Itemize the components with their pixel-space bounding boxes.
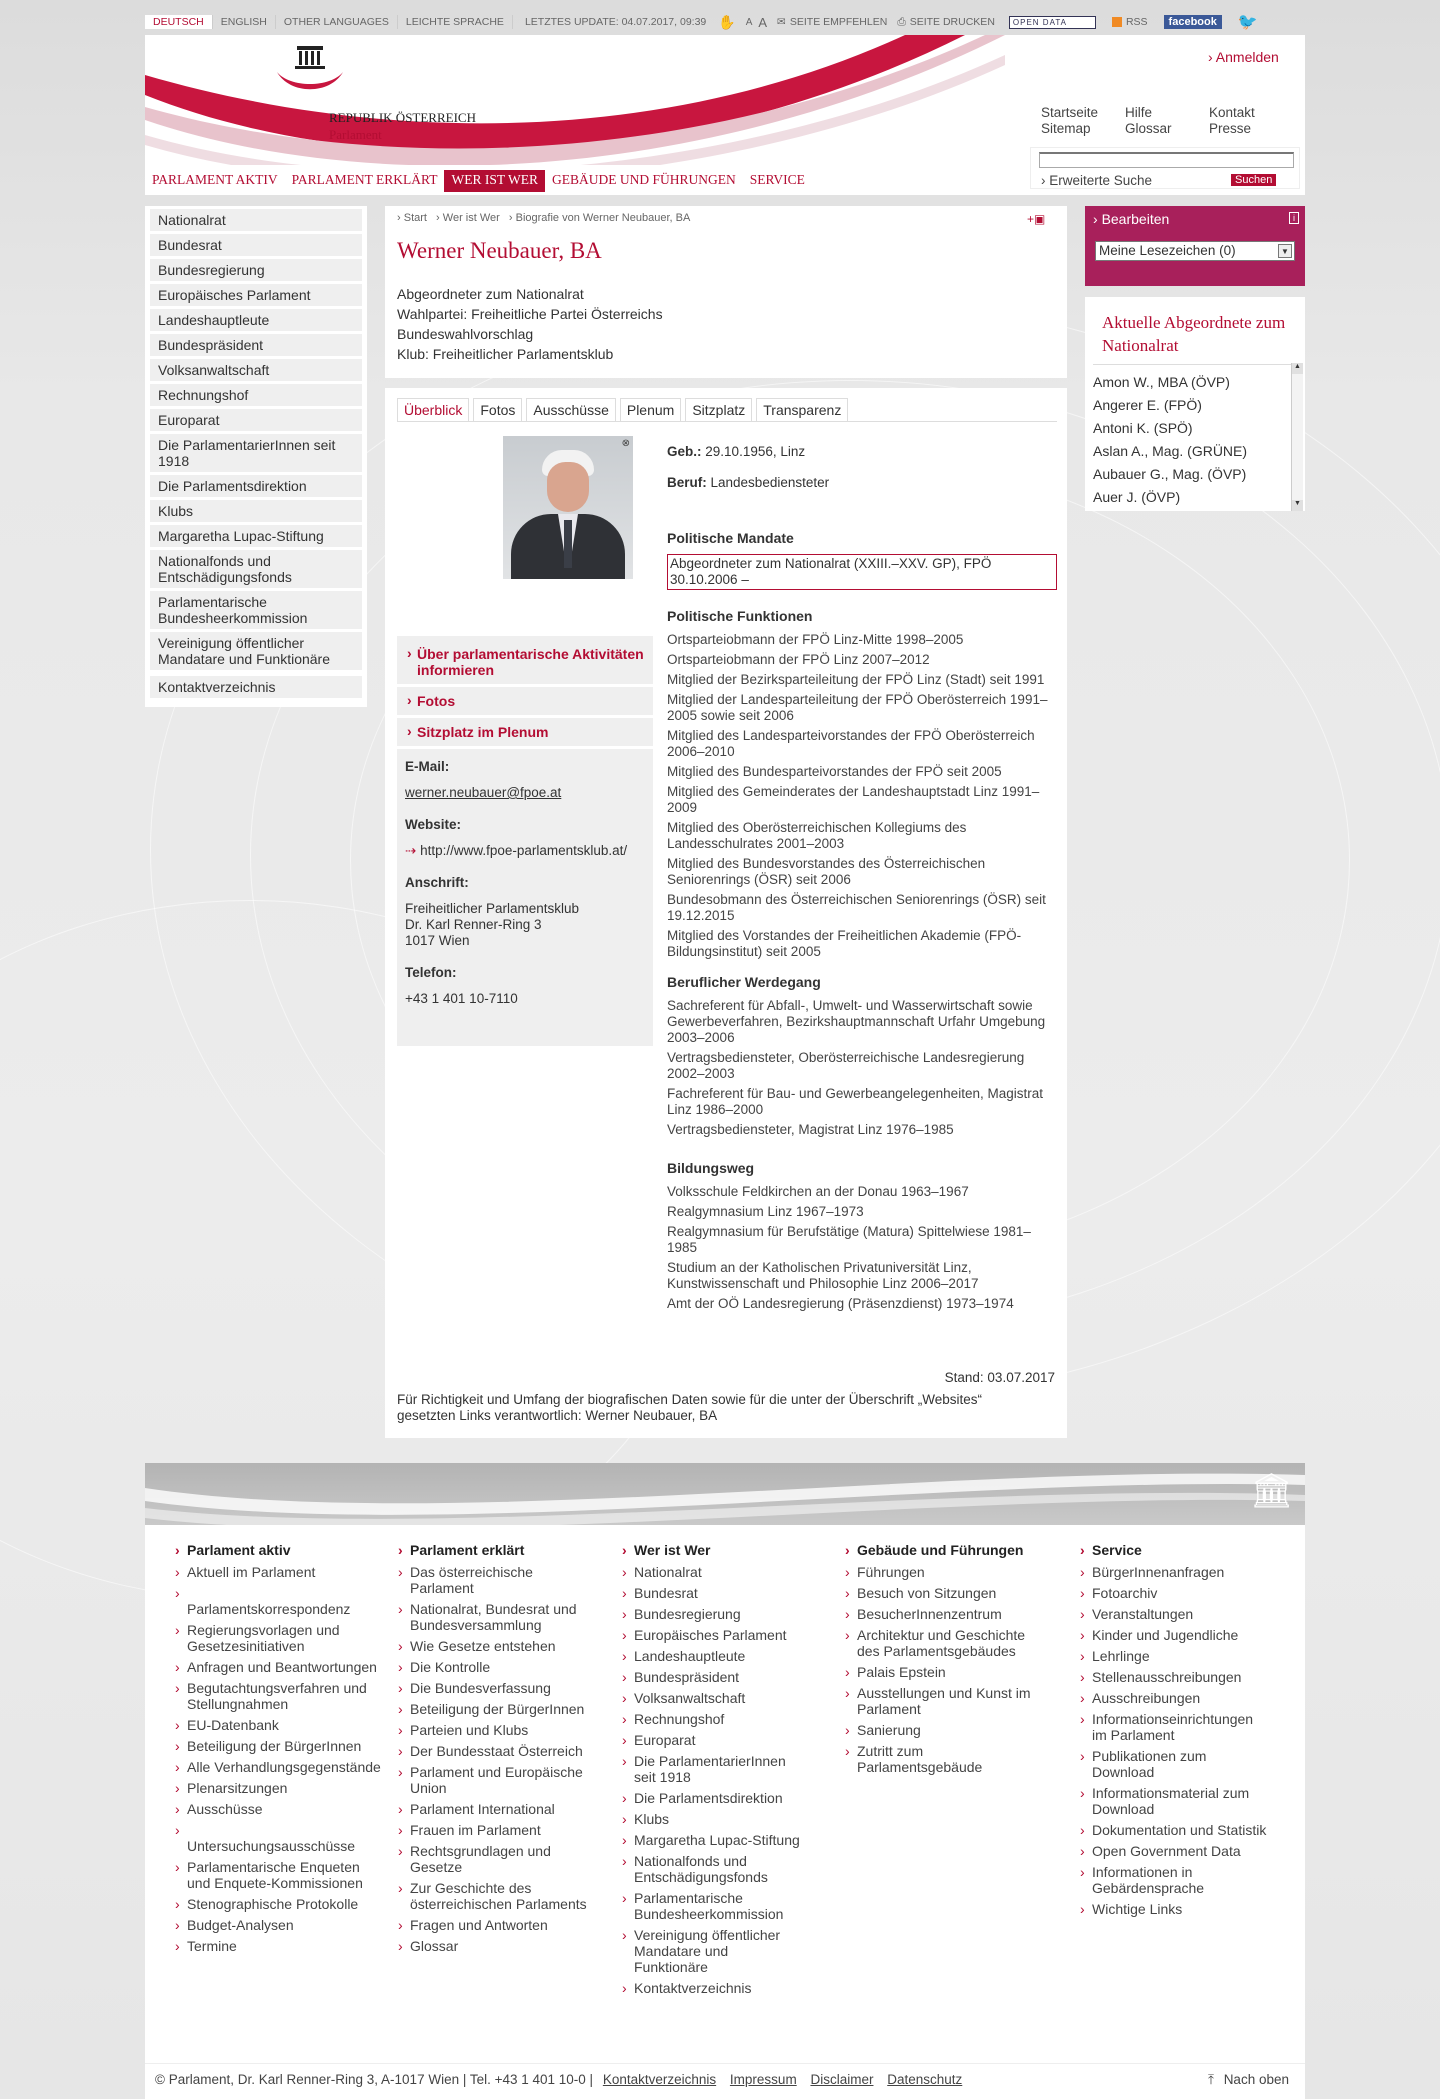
deputy-item[interactable]: Angerer E. (FPÖ) (1093, 397, 1202, 413)
bookmarks-value: Meine Lesezeichen (0) (1099, 243, 1236, 258)
footer-link[interactable]: › Informationsmaterial zum Download (1080, 1785, 1270, 1817)
career-title: Beruflicher Werdegang (667, 974, 821, 990)
footer-link[interactable]: › Landeshauptleute (622, 1648, 802, 1664)
footer-link[interactable]: › Stellenausschreibungen (1080, 1669, 1270, 1685)
footer-link[interactable]: › Ausstellungen und Kunst im Parlament (845, 1685, 1045, 1717)
breadcrumb-current-label: Biografie von Werner Neubauer, BA (515, 212, 691, 224)
person-header (385, 206, 1067, 378)
function-item: Mitglied des Bundesvorstandes des Österreichischen Seniorenrings (ÖSR) seit 2006 (667, 856, 986, 887)
education-item: Studium an der Katholischen Privatuniversität Linz, Kunstwissenschaft und Philosophie Linz 2006–2017 (667, 1260, 979, 1291)
job (667, 475, 1057, 490)
footer-link[interactable]: › Dokumentation und Statistik (1080, 1822, 1270, 1838)
tab-sitzplatz[interactable]: Sitzplatz (685, 398, 752, 421)
address-line: 1017 Wien (405, 933, 470, 948)
portrait-tie (564, 520, 572, 568)
footer-link[interactable]: › Architektur und Geschichte des Parlamentsgebäudes (845, 1627, 1045, 1659)
rss-icon (1112, 17, 1122, 27)
breadcrumb-current: › Biografie von Werner Neubauer, BA (508, 212, 691, 224)
quick-kontakt[interactable]: Kontakt (1209, 105, 1255, 120)
website-link[interactable] (405, 843, 645, 859)
email-label: E-Mail: (405, 759, 450, 774)
footer-link[interactable]: › Nationalrat (622, 1564, 802, 1580)
person-party: Wahlpartei: Freiheitliche Partei Österreichs (397, 306, 663, 322)
edit-panel (1085, 206, 1305, 286)
deputy-item[interactable]: Antoni K. (SPÖ) (1093, 420, 1193, 436)
breadcrumb-wer-label: Wer ist Wer (442, 212, 500, 224)
footer-link[interactable]: › Informationseinrichtungen im Parlament (1080, 1711, 1270, 1743)
sidebar-item[interactable]: Bundesrat (150, 234, 362, 256)
sidebar (145, 206, 367, 707)
photos-link[interactable]: › Fotos (397, 687, 653, 718)
parliament-building-icon (275, 40, 345, 100)
footer-link[interactable]: › Klubs (622, 1811, 802, 1827)
breadcrumb-start-label: Start (403, 212, 427, 224)
logo-line1: REPUBLIK ÖSTERREICH (329, 110, 476, 125)
footer-link[interactable]: › EU-Datenbank (175, 1717, 385, 1733)
career-item: Vertragsbediensteter, Oberösterreichische Landesregierung 2002–2003 (667, 1050, 1025, 1081)
person-details (385, 388, 1067, 1438)
bookmark-add-icon[interactable]: +▣ (1027, 212, 1046, 226)
footer-col-parlament-erklaert (398, 1542, 588, 1959)
footer-link[interactable]: › Parteien und Klubs (398, 1722, 588, 1738)
open-data-label: OPEN DATA (1009, 16, 1096, 29)
function-item: Mitglied des Bundesparteivorstandes der FPÖ seit 2005 (667, 764, 1002, 779)
nav-gebaeude[interactable]: GEBÄUDE UND FÜHRUNGEN (551, 172, 736, 187)
person-summary (397, 284, 663, 364)
job-value: Landesbediensteter (710, 475, 830, 490)
breadcrumb-werisstwer[interactable]: › Wer ist Wer (436, 212, 500, 224)
parliament-logo[interactable] (275, 40, 475, 140)
last-update: LETZTES UPDATE: 04.07.2017, 09:39 (524, 16, 707, 28)
footer-link[interactable]: › Nationalfonds und Entschädigungsfonds (622, 1853, 802, 1885)
header-swoosh (145, 35, 1005, 165)
portrait-photo[interactable] (503, 436, 633, 579)
born-value: 29.10.1956, Linz (705, 444, 806, 459)
education-item: Realgymnasium Linz 1967–1973 (667, 1204, 864, 1219)
footer-link[interactable]: › Zutritt zum Parlamentsgebäude (845, 1743, 1045, 1775)
sidebar-item[interactable]: Nationalrat (150, 209, 362, 231)
quick-presse[interactable]: Presse (1209, 121, 1252, 136)
footer-link[interactable]: › Die Kontrolle (398, 1659, 588, 1675)
footer-link[interactable]: › Anfragen und Beantwortungen (175, 1659, 385, 1675)
footer-link[interactable]: › Kinder und Jugendliche (1080, 1627, 1270, 1643)
printer-icon: ⎙ (897, 15, 906, 28)
footer-link-disclaimer[interactable]: Disclaimer (810, 2072, 874, 2087)
search-input[interactable] (1039, 152, 1294, 168)
breadcrumb-start[interactable]: › Start (397, 212, 427, 224)
login-chevron: › (1208, 49, 1216, 65)
detail-tabs (397, 398, 1057, 422)
sidebar-item[interactable]: Volksanwaltschaft (150, 359, 362, 381)
function-item: Mitglied der Bezirksparteileitung der FPÖ Linz (Stadt) seit 1991 (667, 672, 1045, 687)
bio-column (667, 444, 1057, 1316)
education-item: Volksschule Feldkirchen an der Donau 1963–1967 (667, 1184, 969, 1199)
tab-plenum[interactable]: Plenum (620, 398, 681, 421)
footer-link[interactable]: › Budget-Analysen (175, 1917, 385, 1933)
nav-parlament-aktiv[interactable]: PARLAMENT AKTIV (152, 172, 278, 187)
footer-link[interactable]: › Rechtsgrundlagen und Gesetze (398, 1843, 588, 1875)
sidebar-item[interactable]: Landeshauptleute (150, 309, 362, 331)
sidebar-item[interactable]: Bundesregierung (150, 259, 362, 281)
footer-copyright: © Parlament, Dr. Karl Renner-Ring 3, A-1017 Wien | Tel. +43 1 401 10-0 | (155, 2072, 594, 2087)
page-title: Werner Neubauer, BA (397, 238, 602, 263)
external-link-icon: ⇢ (405, 843, 421, 858)
career-item: Sachreferent für Abfall-, Umwelt- und Wasserwirtschaft sowie Gewerbeverfahren, Bezirkshauptmannschaft Urfahr Umgebung 2003–2006 (667, 998, 1046, 1045)
deputies-scrollbar[interactable] (1291, 363, 1303, 511)
advanced-search-link[interactable]: › Erweiterte Suche (1041, 173, 1153, 188)
career-item: Vertragsbediensteter, Magistrat Linz 1976–1985 (667, 1122, 954, 1137)
footer-link[interactable]: › Volksanwaltschaft (622, 1690, 802, 1706)
email-link[interactable]: werner.neubauer@fpoe.at (405, 785, 562, 800)
footer-heading[interactable]: › Gebäude und Führungen (845, 1542, 1045, 1558)
footer-link[interactable]: › Termine (175, 1938, 385, 1954)
edit-header[interactable] (1093, 211, 1299, 227)
footer-link[interactable]: › Parlamentarische Enqueten und Enquete-Kommissionen (175, 1859, 385, 1891)
sidebar-item[interactable]: Die Parlamentsdirektion (150, 475, 362, 497)
footer-link[interactable]: › Die Bundesverfassung (398, 1680, 588, 1696)
footer-link[interactable]: › Die Parlamentsdirektion (622, 1790, 802, 1806)
born (667, 444, 1057, 459)
footer-link[interactable]: › Lehrlinge (1080, 1648, 1270, 1664)
logo-line2: Parlament (329, 127, 382, 142)
function-item: Mitglied des Landesparteivorstandes der FPÖ Oberösterreich 2006–2010 (667, 728, 1035, 759)
footer-heading[interactable]: › Service (1080, 1542, 1270, 1558)
search-button[interactable]: Suchen (1231, 174, 1276, 186)
sidebar-item[interactable]: Kontaktverzeichnis (150, 676, 362, 698)
footer-link[interactable]: › Zur Geschichte des österreichischen Parlaments (398, 1880, 588, 1912)
footer-link[interactable]: › Regierungsvorlagen und Gesetzesinitiativen (175, 1622, 385, 1654)
phone-value: +43 1 401 10-7110 (405, 991, 518, 1006)
font-size-large[interactable]: A (758, 14, 768, 30)
tab-ausschuesse[interactable]: Ausschüsse (526, 398, 615, 421)
scroll-up-icon[interactable]: ▲ (1292, 363, 1303, 374)
footer-link[interactable]: › Bundespräsident (622, 1669, 802, 1685)
footer-link[interactable]: › Aktuell im Parlament (175, 1564, 385, 1580)
mandate-item: Abgeordneter zum Nationalrat (XXIII.–XXV. GP), FPÖ 30.10.2006 – (667, 554, 1057, 590)
current-deputies-box (1085, 297, 1305, 511)
top-bar (145, 9, 1305, 35)
edit-label: Bearbeiten (1101, 211, 1170, 227)
sidebar-item[interactable]: Margaretha Lupac-Stiftung (150, 525, 362, 547)
function-item: Ortsparteiobmann der FPÖ Linz 2007–2012 (667, 652, 930, 667)
bookmarks-select[interactable] (1095, 241, 1295, 261)
footer-link[interactable]: › Ausschreibungen (1080, 1690, 1270, 1706)
sidebar-item[interactable]: Europarat (150, 409, 362, 431)
tab-ueberblick[interactable]: Überblick (397, 398, 469, 421)
sidebar-item[interactable]: Klubs (150, 500, 362, 522)
footer-link[interactable]: › Veranstaltungen (1080, 1606, 1270, 1622)
footer-link[interactable]: › Beteiligung der BürgerInnen (175, 1738, 385, 1754)
website-label: Website: (405, 817, 462, 832)
footer-link[interactable]: › Fotoarchiv (1080, 1585, 1270, 1601)
footer-link[interactable]: › Parlamentarische Bundesheerkommission (622, 1890, 802, 1922)
footer-link[interactable]: › Ausschüsse (175, 1801, 385, 1817)
current-deputies-title: Aktuelle Abgeordnete zum Nationalrat (1102, 313, 1286, 355)
footer-link[interactable]: › Parlament International (398, 1801, 588, 1817)
footer-link[interactable]: › Margaretha Lupac-Stiftung (622, 1832, 802, 1848)
info-icon[interactable]: i (1289, 212, 1299, 224)
phone-label: Telefon: (405, 965, 457, 980)
login-link[interactable] (1208, 49, 1279, 65)
main-nav (145, 170, 812, 192)
stand-date: Stand: 03.07.2017 (944, 1370, 1055, 1385)
back-to-top-label: Nach oben (1223, 2072, 1289, 2087)
job-label: Beruf: (667, 475, 707, 490)
footer-col-service (1080, 1542, 1270, 1922)
rss-label: RSS (1125, 16, 1148, 28)
footer-banner (145, 1463, 1305, 1525)
deputies-list (1093, 364, 1291, 509)
back-to-top-link[interactable] (1208, 2072, 1289, 2088)
footer-link[interactable]: › Alle Verhandlungsgegenstände (175, 1759, 385, 1775)
function-item: Bundesobmann des Österreichischen Seniorenrings (ÖSR) seit 19.12.2015 (667, 892, 1046, 923)
footer-link[interactable]: › Glossar (398, 1938, 588, 1954)
open-data-link[interactable] (1009, 16, 1096, 29)
footer-link[interactable]: › Begutachtungsverfahren und Stellungnahmen (175, 1680, 385, 1712)
footer-link[interactable]: › Beteiligung der BürgerInnen (398, 1701, 588, 1717)
functions-title: Politische Funktionen (667, 608, 813, 624)
footer-link[interactable]: › Bundesrat (622, 1585, 802, 1601)
footer-link[interactable]: › Sanierung (845, 1722, 1045, 1738)
footer-link[interactable]: › BürgerInnenanfragen (1080, 1564, 1270, 1580)
footer-link[interactable]: › Parlament und Europäische Union (398, 1764, 588, 1796)
education-item: Realgymnasium für Berufstätige (Matura) Spittelwiese 1981–1985 (667, 1224, 1031, 1255)
advanced-search-label: Erweiterte Suche (1049, 173, 1153, 188)
portrait-face (547, 462, 589, 512)
footer-link[interactable]: › Vereinigung öffentlicher Mandatare und Funktionäre (622, 1927, 802, 1975)
tab-fotos[interactable]: Fotos (473, 398, 522, 421)
breadcrumb (397, 212, 690, 224)
lang-easy[interactable]: LEICHTE SPRACHE (398, 15, 513, 29)
sidebar-item[interactable]: Rechnungshof (150, 384, 362, 406)
sidebar-item[interactable]: Vereinigung öffentlicher Mandatare und Funktionäre (150, 632, 362, 670)
function-item: Mitglied des Oberösterreichischen Kollegiums des Landesschulrates 2001–2003 (667, 820, 967, 851)
tab-transparenz[interactable]: Transparenz (756, 398, 848, 421)
chevron-down-icon: ▼ (1278, 244, 1292, 258)
footer-link[interactable]: › Europarat (622, 1732, 802, 1748)
footer-link[interactable]: › Parlamentskorrespondenz (175, 1585, 385, 1617)
address-line: Dr. Karl Renner-Ring 3 (405, 917, 542, 932)
footer-link[interactable]: › Bundesregierung (622, 1606, 802, 1622)
deputy-item[interactable]: Aubauer G., Mag. (ÖVP) (1093, 466, 1247, 482)
contact-box (397, 749, 653, 1017)
footer-col-wer-ist-wer (622, 1542, 802, 2001)
disclaimer-text: Für Richtigkeit und Umfang der biografischen Daten sowie für die unter der Überschrift „Websites“ gesetzten Links verantwortlich: Werner Neubauer, BA (397, 1392, 983, 1423)
nav-wer-ist-wer[interactable]: WER IST WER (444, 170, 545, 192)
footer-link[interactable]: › Kontaktverzeichnis (622, 1980, 802, 1996)
edit-chevron: › (1093, 211, 1102, 227)
footer-heading[interactable]: › Parlament aktiv (175, 1542, 385, 1558)
function-item: Ortsparteiobmann der FPÖ Linz-Mitte 1998–2005 (667, 632, 964, 647)
function-item: Mitglied der Landesparteileitung der FPÖ Oberösterreich 1991–2005 sowie seit 2006 (667, 692, 1048, 723)
portrait-area (397, 436, 653, 636)
sidebar-item[interactable]: Die ParlamentarierInnen seit 1918 (150, 434, 362, 472)
function-item: Mitglied des Gemeinderates der Landeshauptstadt Linz 1991–2009 (667, 784, 1040, 815)
arrow-up-icon: ⤒ (1207, 2072, 1218, 2087)
footer-link[interactable]: › Publikationen zum Download (1080, 1748, 1270, 1780)
born-label: Geb.: (667, 444, 702, 459)
footer-link[interactable]: › BesucherInnenzentrum (845, 1606, 1045, 1622)
footer-link[interactable]: › Die ParlamentarierInnen seit 1918 (622, 1753, 802, 1785)
footer-link[interactable]: › Fragen und Antworten (398, 1917, 588, 1933)
activities-link[interactable]: › Über parlamentarische Aktivitäten informieren (397, 640, 653, 687)
footer-link[interactable]: › Nationalrat, Bundesrat und Bundesversammlung (398, 1601, 588, 1633)
sidebar-item[interactable]: Bundespräsident (150, 334, 362, 356)
person-club: Klub: Freiheitlicher Parlamentsklub (397, 346, 614, 362)
footer-swoosh (145, 1463, 1305, 1525)
footer-link[interactable]: › Rechnungshof (622, 1711, 802, 1727)
sidebar-item[interactable]: Nationalfonds und Entschädigungsfonds (150, 550, 362, 588)
footer-link[interactable]: › Führungen (845, 1564, 1045, 1580)
footer-link[interactable]: › Palais Epstein (845, 1664, 1045, 1680)
footer-link[interactable]: › Plenarsitzungen (175, 1780, 385, 1796)
recommend-label: SEITE EMPFEHLEN (789, 16, 888, 28)
deputy-item[interactable]: Auer J. (ÖVP) (1093, 489, 1181, 505)
footer-link[interactable]: › Wie Gesetze entstehen (398, 1638, 588, 1654)
career-item: Fachreferent für Bau- und Gewerbeangelegenheiten, Magistrat Linz 1986–2000 (667, 1086, 1043, 1117)
footer-link[interactable]: › Der Bundesstaat Österreich (398, 1743, 588, 1759)
lang-english[interactable]: ENGLISH (213, 15, 276, 29)
nav-parlament-erklaert[interactable]: PARLAMENT ERKLÄRT (291, 172, 438, 187)
lang-other[interactable]: OTHER LANGUAGES (276, 15, 398, 29)
footer-link-impressum[interactable]: Impressum (729, 2072, 797, 2087)
education-title: Bildungsweg (667, 1160, 755, 1176)
footer-link[interactable]: › Informationen in Gebärdensprache (1080, 1864, 1270, 1896)
deputy-item[interactable]: Amon W., MBA (ÖVP) (1093, 374, 1230, 390)
deputy-item[interactable]: Aslan A., Mag. (GRÜNE) (1093, 443, 1248, 459)
footer-bottom (145, 2063, 1305, 2093)
footer-col-gebaeude (845, 1542, 1045, 1780)
sidebar-item[interactable]: Parlamentarische Bundesheerkommission (150, 591, 362, 629)
rss-link[interactable] (1112, 16, 1148, 28)
function-item: Mitglied des Vorstandes der Freiheitlichen Akademie (FPÖ-Bildungsinstitut) seit 2005 (667, 928, 1022, 959)
footer-link[interactable]: › Open Government Data (1080, 1843, 1270, 1859)
nav-service[interactable]: SERVICE (749, 172, 805, 187)
scroll-down-icon[interactable]: ▼ (1292, 500, 1303, 511)
address-line: Freiheitlicher Parlamentsklub (405, 901, 580, 916)
twitter-icon[interactable]: 🐦 (1237, 14, 1258, 31)
search-box (1030, 147, 1300, 189)
footer-link-datenschutz[interactable]: Datenschutz (887, 2072, 963, 2087)
footer-col-parlament-aktiv (175, 1542, 385, 1959)
login-label: Anmelden (1215, 49, 1279, 65)
lang-deutsch[interactable]: DEUTSCH (145, 15, 213, 29)
footer-parliament-icon: 🏛 (1249, 1472, 1293, 1510)
address-label: Anschrift: (405, 875, 469, 890)
footer-link[interactable]: › Das österreichische Parlament (398, 1564, 588, 1596)
facebook-icon: facebook (1164, 15, 1222, 29)
mail-icon: ✉ (777, 16, 786, 28)
font-size-small[interactable]: A (745, 16, 753, 28)
print-label: SEITE DRUCKEN (909, 16, 995, 28)
footer-link-kontakt[interactable]: Kontaktverzeichnis (602, 2072, 717, 2087)
left-info-column (397, 436, 653, 1046)
facebook-link[interactable] (1164, 15, 1222, 29)
quick-hilfe[interactable]: Hilfe (1125, 105, 1153, 120)
website-url: http://www.fpoe-parlamentsklub.at/ (420, 843, 628, 858)
footer-link[interactable]: › Stenographische Protokolle (175, 1896, 385, 1912)
copyright-icon[interactable]: ⊗ (621, 438, 630, 449)
sign-language-icon[interactable]: ✋ (718, 13, 736, 30)
person-list: Bundeswahlvorschlag (397, 326, 534, 342)
sidebar-item[interactable]: Europäisches Parlament (150, 284, 362, 306)
quick-links-box (397, 636, 653, 749)
quick-glossar[interactable]: Glossar (1125, 121, 1172, 136)
quick-sitemap[interactable]: Sitemap (1041, 121, 1091, 136)
footer-heading[interactable]: › Wer ist Wer (622, 1542, 802, 1558)
footer-link[interactable]: › Untersuchungsausschüsse (175, 1822, 385, 1854)
footer-link[interactable]: › Wichtige Links (1080, 1901, 1270, 1917)
print-link[interactable] (897, 16, 995, 29)
mandates-title: Politische Mandate (667, 530, 794, 546)
quick-startseite[interactable]: Startseite (1041, 105, 1099, 120)
recommend-link[interactable] (777, 16, 887, 28)
footer-link[interactable]: › Europäisches Parlament (622, 1627, 802, 1643)
footer-link[interactable]: › Besuch von Sitzungen (845, 1585, 1045, 1601)
footer-heading[interactable]: › Parlament erklärt (398, 1542, 588, 1558)
person-role: Abgeordneter zum Nationalrat (397, 286, 584, 302)
education-item: Amt der OÖ Landesregierung (Präsenzdienst) 1973–1974 (667, 1296, 1014, 1311)
seat-link[interactable]: › Sitzplatz im Plenum (397, 718, 653, 749)
footer-link[interactable]: › Frauen im Parlament (398, 1822, 588, 1838)
